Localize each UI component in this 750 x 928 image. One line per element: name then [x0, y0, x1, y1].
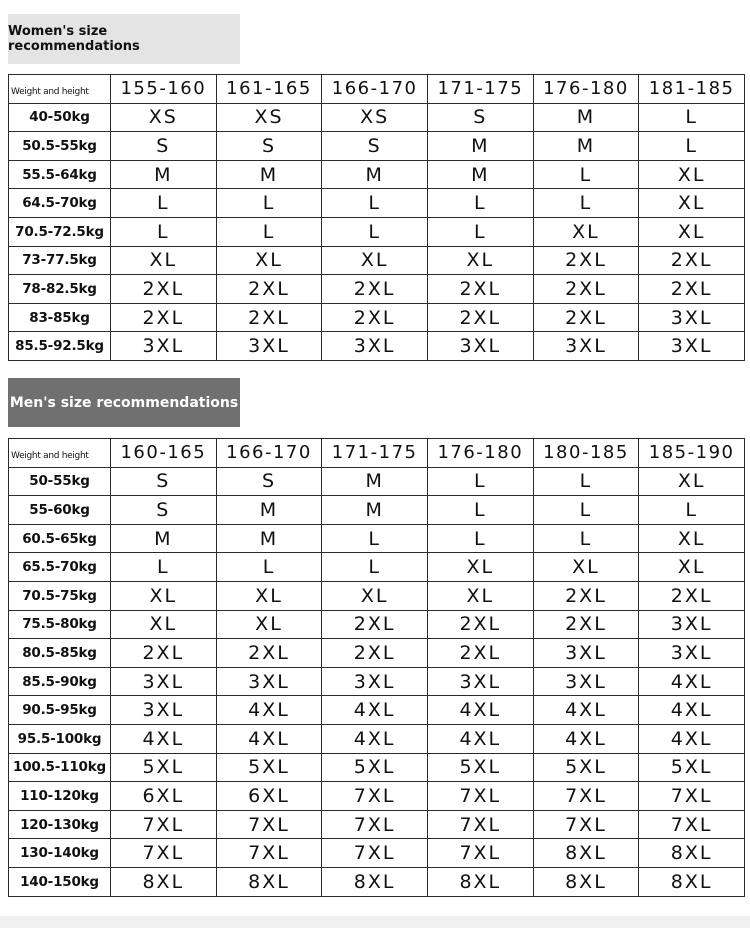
- men-size-cell: 7XL: [427, 810, 533, 839]
- men-size-cell: S: [111, 467, 217, 496]
- women-size-cell: 3XL: [427, 332, 533, 361]
- men-size-cell: 8XL: [533, 839, 639, 868]
- men-weight-label: 70.5-75kg: [9, 581, 111, 610]
- men-size-cell: S: [111, 496, 217, 525]
- men-weight-label: 55-60kg: [9, 496, 111, 525]
- men-size-cell: 7XL: [639, 810, 745, 839]
- men-weight-label: 65.5-70kg: [9, 553, 111, 582]
- women-weight-label: 50.5-55kg: [9, 132, 111, 161]
- men-size-cell: S: [216, 467, 322, 496]
- men-size-cell: 2XL: [427, 610, 533, 639]
- men-size-cell: 4XL: [533, 724, 639, 753]
- table-row: [9, 496, 745, 525]
- table-row: [9, 553, 745, 582]
- men-size-cell: 3XL: [111, 667, 217, 696]
- table-row: [9, 639, 745, 668]
- men-size-cell: XL: [427, 581, 533, 610]
- bottom-divider: [0, 916, 750, 928]
- women-size-cell: L: [533, 160, 639, 189]
- women-size-cell: L: [216, 189, 322, 218]
- table-row: [9, 103, 745, 132]
- table-row: [9, 332, 745, 361]
- women-size-cell: M: [111, 160, 217, 189]
- men-size-cell: L: [533, 524, 639, 553]
- men-size-cell: L: [639, 496, 745, 525]
- men-size-cell: L: [427, 467, 533, 496]
- women-size-cell: 3XL: [639, 303, 745, 332]
- women-size-cell: M: [533, 103, 639, 132]
- men-size-cell: L: [216, 553, 322, 582]
- women-size-table: [8, 74, 745, 361]
- men-size-cell: 7XL: [322, 782, 428, 811]
- men-size-cell: M: [322, 467, 428, 496]
- women-height-header: 171-175: [427, 75, 533, 104]
- men-size-cell: 2XL: [111, 639, 217, 668]
- women-size-cell: 3XL: [111, 332, 217, 361]
- men-corner-label: [9, 439, 111, 468]
- men-weight-label: 60.5-65kg: [9, 524, 111, 553]
- men-size-cell: 7XL: [216, 810, 322, 839]
- women-weight-label: 40-50kg: [9, 103, 111, 132]
- men-size-cell: 7XL: [216, 839, 322, 868]
- men-size-cell: 2XL: [533, 610, 639, 639]
- men-height-header: 180-185: [533, 439, 639, 468]
- men-weight-label: 75.5-80kg: [9, 610, 111, 639]
- women-weight-label: 64.5-70kg: [9, 189, 111, 218]
- women-size-cell: L: [427, 189, 533, 218]
- men-weight-label: 120-130kg: [9, 810, 111, 839]
- men-size-cell: 4XL: [427, 696, 533, 725]
- men-weight-label: 90.5-95kg: [9, 696, 111, 725]
- men-height-header: 171-175: [322, 439, 428, 468]
- women-size-cell: M: [533, 132, 639, 161]
- table-row: [9, 696, 745, 725]
- men-size-cell: 5XL: [533, 753, 639, 782]
- men-size-cell: 5XL: [639, 753, 745, 782]
- women-size-cell: 2XL: [533, 275, 639, 304]
- men-size-cell: M: [322, 496, 428, 525]
- women-size-cell: 3XL: [533, 332, 639, 361]
- men-size-cell: 8XL: [533, 867, 639, 896]
- men-size-cell: L: [111, 553, 217, 582]
- women-size-cell: L: [111, 189, 217, 218]
- men-size-cell: 8XL: [111, 867, 217, 896]
- men-size-cell: 8XL: [639, 839, 745, 868]
- men-size-cell: 3XL: [533, 639, 639, 668]
- men-size-cell: L: [427, 524, 533, 553]
- men-size-cell: 2XL: [322, 639, 428, 668]
- men-size-cell: L: [322, 553, 428, 582]
- table-row: [9, 189, 745, 218]
- women-size-cell: XL: [639, 217, 745, 246]
- women-weight-label: 73-77.5kg: [9, 246, 111, 275]
- men-size-cell: XL: [639, 553, 745, 582]
- women-size-cell: S: [216, 132, 322, 161]
- women-size-cell: M: [427, 160, 533, 189]
- women-corner-label: [9, 75, 111, 104]
- men-size-cell: 2XL: [533, 581, 639, 610]
- men-weight-label: 110-120kg: [9, 782, 111, 811]
- men-size-cell: 3XL: [216, 667, 322, 696]
- table-row: [9, 132, 745, 161]
- women-size-cell: 2XL: [427, 303, 533, 332]
- men-size-cell: 6XL: [216, 782, 322, 811]
- table-row: [9, 782, 745, 811]
- men-size-cell: 4XL: [427, 724, 533, 753]
- men-size-cell: XL: [639, 467, 745, 496]
- men-size-cell: 8XL: [639, 867, 745, 896]
- men-size-cell: XL: [111, 610, 217, 639]
- women-size-cell: XL: [639, 189, 745, 218]
- women-size-cell: 2XL: [322, 303, 428, 332]
- women-size-cell: 3XL: [322, 332, 428, 361]
- men-weight-label: 85.5-90kg: [9, 667, 111, 696]
- men-size-cell: XL: [111, 581, 217, 610]
- women-size-cell: M: [216, 160, 322, 189]
- women-size-cell: L: [322, 189, 428, 218]
- table-row: [9, 724, 745, 753]
- men-size-cell: L: [427, 496, 533, 525]
- women-size-cell: XL: [533, 217, 639, 246]
- women-weight-label: 55.5-64kg: [9, 160, 111, 189]
- women-size-cell: L: [111, 217, 217, 246]
- women-size-cell: 2XL: [216, 303, 322, 332]
- women-size-cell: XL: [639, 160, 745, 189]
- men-size-cell: 5XL: [427, 753, 533, 782]
- men-size-cell: 8XL: [216, 867, 322, 896]
- women-size-cell: XL: [322, 246, 428, 275]
- men-size-cell: 7XL: [322, 810, 428, 839]
- table-row: [9, 160, 745, 189]
- women-size-cell: XS: [322, 103, 428, 132]
- men-size-cell: 7XL: [322, 839, 428, 868]
- table-row: [9, 610, 745, 639]
- men-size-cell: 4XL: [639, 667, 745, 696]
- men-size-cell: 3XL: [111, 696, 217, 725]
- women-height-header: 161-165: [216, 75, 322, 104]
- women-section-label: Women's size recommendations: [8, 14, 240, 64]
- women-size-cell: M: [427, 132, 533, 161]
- women-size-cell: L: [639, 132, 745, 161]
- men-size-cell: 3XL: [639, 639, 745, 668]
- women-height-header: 155-160: [111, 75, 217, 104]
- women-size-cell: 2XL: [639, 246, 745, 275]
- men-size-cell: 4XL: [639, 696, 745, 725]
- men-size-cell: 3XL: [322, 667, 428, 696]
- table-row: [9, 581, 745, 610]
- men-size-cell: 8XL: [427, 867, 533, 896]
- men-size-cell: 4XL: [216, 696, 322, 725]
- women-size-cell: 2XL: [639, 275, 745, 304]
- table-row: [9, 667, 745, 696]
- women-size-cell: S: [111, 132, 217, 161]
- men-size-cell: 7XL: [533, 782, 639, 811]
- men-height-header: 176-180: [427, 439, 533, 468]
- men-height-header: 166-170: [216, 439, 322, 468]
- women-size-table-body: [9, 75, 745, 361]
- men-size-cell: 6XL: [111, 782, 217, 811]
- men-size-cell: 5XL: [111, 753, 217, 782]
- women-size-cell: XL: [427, 246, 533, 275]
- women-size-cell: XS: [111, 103, 217, 132]
- men-size-cell: 2XL: [639, 581, 745, 610]
- men-weight-label: 95.5-100kg: [9, 724, 111, 753]
- table-row: [9, 810, 745, 839]
- men-weight-label: 80.5-85kg: [9, 639, 111, 668]
- table-row: [9, 867, 745, 896]
- men-size-cell: XL: [427, 553, 533, 582]
- men-size-table: [8, 438, 745, 897]
- men-corner-label-text: Weight and height: [11, 450, 89, 461]
- women-weight-label: 70.5-72.5kg: [9, 217, 111, 246]
- women-size-cell: M: [322, 160, 428, 189]
- men-size-cell: M: [216, 524, 322, 553]
- men-section-label: Men's size recommendations: [8, 378, 240, 427]
- men-weight-label: 130-140kg: [9, 839, 111, 868]
- women-height-header: 166-170: [322, 75, 428, 104]
- women-size-cell: 2XL: [533, 246, 639, 275]
- women-size-cell: L: [533, 189, 639, 218]
- table-row: [9, 217, 745, 246]
- men-weight-label: 50-55kg: [9, 467, 111, 496]
- men-size-cell: 5XL: [322, 753, 428, 782]
- men-size-cell: XL: [216, 581, 322, 610]
- men-size-cell: 4XL: [639, 724, 745, 753]
- men-size-cell: 7XL: [111, 810, 217, 839]
- men-size-cell: 3XL: [533, 667, 639, 696]
- women-size-cell: 2XL: [111, 303, 217, 332]
- table-row: [9, 753, 745, 782]
- women-height-header: 181-185: [639, 75, 745, 104]
- men-weight-label: 100.5-110kg: [9, 753, 111, 782]
- women-corner-label-text: Weight and height: [11, 86, 89, 97]
- men-size-cell: 4XL: [216, 724, 322, 753]
- men-size-cell: L: [533, 467, 639, 496]
- women-weight-label: 78-82.5kg: [9, 275, 111, 304]
- men-size-cell: 4XL: [322, 696, 428, 725]
- men-size-table-body: [9, 439, 745, 897]
- table-row: [9, 839, 745, 868]
- women-height-header: 176-180: [533, 75, 639, 104]
- men-header-row: [9, 439, 745, 468]
- women-size-cell: 3XL: [639, 332, 745, 361]
- women-size-cell: 2XL: [322, 275, 428, 304]
- men-size-cell: 7XL: [639, 782, 745, 811]
- men-size-cell: L: [533, 496, 639, 525]
- men-height-header: 160-165: [111, 439, 217, 468]
- men-size-cell: 5XL: [216, 753, 322, 782]
- women-header-row: [9, 75, 745, 104]
- table-row: [9, 275, 745, 304]
- women-size-cell: 2XL: [216, 275, 322, 304]
- men-size-cell: 7XL: [111, 839, 217, 868]
- women-size-cell: L: [322, 217, 428, 246]
- men-size-cell: XL: [533, 553, 639, 582]
- men-height-header: 185-190: [639, 439, 745, 468]
- men-size-cell: XL: [216, 610, 322, 639]
- men-size-cell: 7XL: [427, 782, 533, 811]
- men-size-cell: M: [216, 496, 322, 525]
- women-size-cell: 2XL: [533, 303, 639, 332]
- men-size-cell: 2XL: [322, 610, 428, 639]
- women-size-cell: 2XL: [111, 275, 217, 304]
- women-size-cell: 2XL: [427, 275, 533, 304]
- men-weight-label: 140-150kg: [9, 867, 111, 896]
- men-size-cell: 4XL: [533, 696, 639, 725]
- table-row: [9, 246, 745, 275]
- women-size-cell: XL: [216, 246, 322, 275]
- women-size-cell: L: [639, 103, 745, 132]
- men-size-cell: L: [322, 524, 428, 553]
- men-size-cell: M: [111, 524, 217, 553]
- women-size-cell: S: [322, 132, 428, 161]
- women-size-cell: S: [427, 103, 533, 132]
- men-size-cell: XL: [639, 524, 745, 553]
- women-weight-label: 83-85kg: [9, 303, 111, 332]
- men-size-cell: 4XL: [322, 724, 428, 753]
- women-size-cell: L: [427, 217, 533, 246]
- men-size-cell: 2XL: [427, 639, 533, 668]
- women-size-cell: L: [216, 217, 322, 246]
- men-size-cell: XL: [322, 581, 428, 610]
- men-size-cell: 7XL: [427, 839, 533, 868]
- table-row: [9, 467, 745, 496]
- table-row: [9, 303, 745, 332]
- men-size-cell: 2XL: [216, 639, 322, 668]
- men-size-cell: 7XL: [533, 810, 639, 839]
- women-weight-label: 85.5-92.5kg: [9, 332, 111, 361]
- men-size-cell: 3XL: [427, 667, 533, 696]
- men-size-cell: 3XL: [639, 610, 745, 639]
- women-size-cell: XL: [111, 246, 217, 275]
- women-size-cell: XS: [216, 103, 322, 132]
- men-size-cell: 8XL: [322, 867, 428, 896]
- men-size-cell: 4XL: [111, 724, 217, 753]
- women-size-cell: 3XL: [216, 332, 322, 361]
- table-row: [9, 524, 745, 553]
